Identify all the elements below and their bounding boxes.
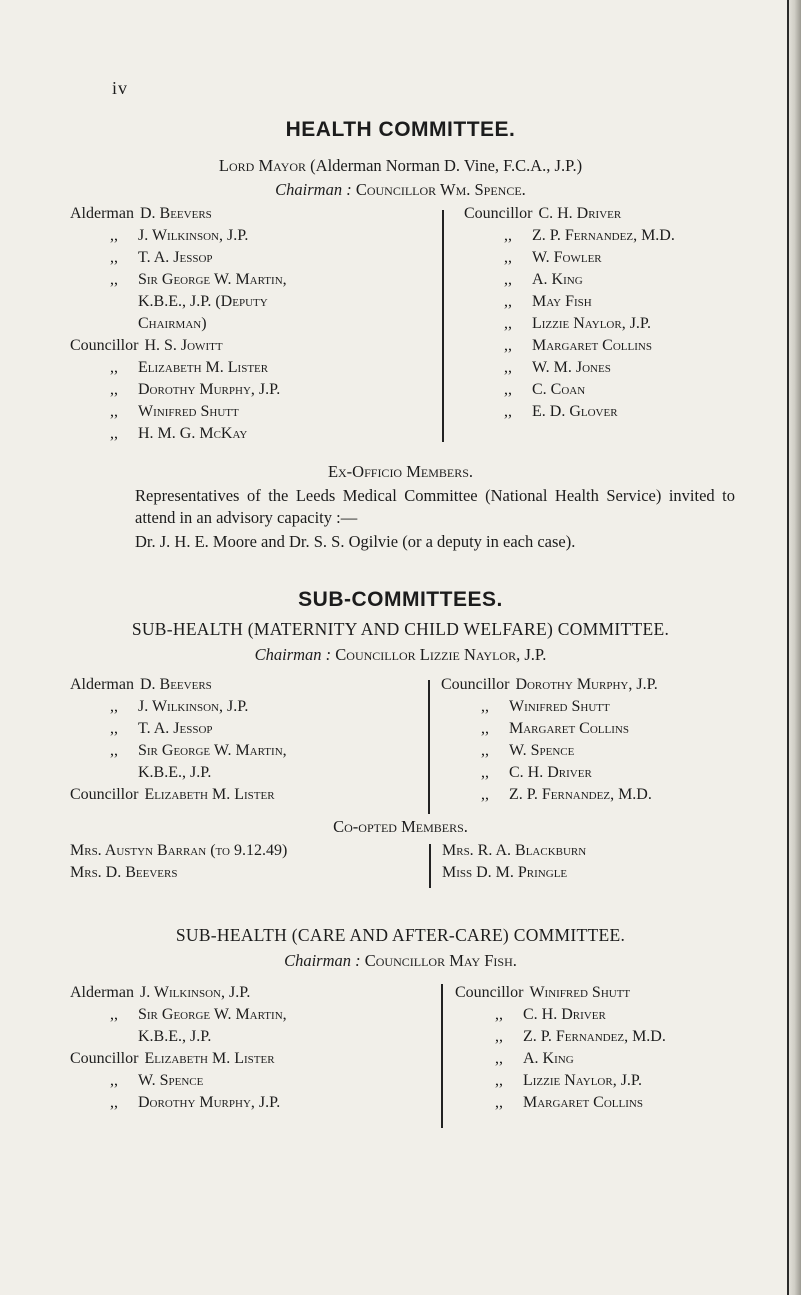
member-title: Councillor [464, 205, 533, 222]
member-row [70, 291, 287, 313]
member-row [70, 1048, 287, 1070]
ditto-mark: ,, [495, 1094, 503, 1111]
column-divider [429, 844, 431, 888]
member-name: W. M. Jones [532, 359, 611, 376]
member-row [70, 247, 287, 269]
column-divider [442, 210, 444, 442]
member-row [455, 1026, 666, 1048]
member-title: Councillor [70, 1050, 139, 1067]
member-row [441, 696, 658, 718]
member-name: J. Wilkinson, J.P. [138, 698, 249, 715]
member-name: Z. P. Fernandez, M.D. [509, 786, 652, 803]
lord-mayor-prefix: Lord Mayor [218, 156, 307, 175]
member-name: Sir George W. Martin, [138, 1006, 287, 1023]
ditto-mark: ,, [504, 359, 512, 376]
member-row [70, 269, 287, 291]
coopted-heading: Co-opted Members. [333, 817, 468, 836]
member-row [441, 762, 658, 784]
ditto-mark: ,, [481, 764, 489, 781]
coopted-member: Miss D. M. Pringle [442, 864, 568, 881]
ditto-mark: ,, [110, 227, 118, 244]
member-row [464, 357, 675, 379]
sub-committees-title: SUB-COMMITTEES. [298, 588, 503, 611]
ditto-mark: ,, [481, 786, 489, 803]
member-row [464, 401, 675, 423]
maternity-right-column [441, 674, 658, 806]
after-care-left-column [70, 982, 287, 1114]
ditto-mark: ,, [481, 720, 489, 737]
coopted-member: Mrs. D. Beevers [70, 864, 178, 881]
member-name: E. D. Glover [532, 403, 618, 420]
ditto-mark: ,, [110, 720, 118, 737]
member-name: A. King [523, 1050, 574, 1067]
member-name: C. Coan [532, 381, 586, 398]
member-row [70, 674, 287, 696]
ditto-mark: ,, [110, 249, 118, 266]
member-row [464, 225, 675, 247]
member-name: D. Beevers [139, 205, 212, 222]
ditto-mark: ,, [495, 1050, 503, 1067]
ditto-mark: ,, [110, 271, 118, 288]
member-name: Winifred Shutt [509, 698, 610, 715]
member-row [441, 674, 658, 696]
member-name: Lizzie Naylor, J.P. [532, 315, 652, 332]
ditto-mark: ,, [110, 742, 118, 759]
member-row [441, 784, 658, 806]
ditto-mark: ,, [110, 1072, 118, 1089]
member-row [455, 1048, 666, 1070]
member-name: W. Spence [509, 742, 575, 759]
page-number: iv [112, 78, 129, 98]
maternity-chairman-name: Councillor Lizzie Naylor, J.P. [331, 645, 547, 664]
member-row [70, 423, 287, 445]
maternity-committee-title: SUB-HEALTH (MATERNITY AND CHILD WELFARE) COMMITTEE. [131, 619, 670, 639]
member-title: Alderman [70, 984, 134, 1001]
member-name: Elizabeth M. Lister [144, 1050, 275, 1067]
after-care-chairman-line [0, 951, 801, 971]
ditto-mark: ,, [504, 315, 512, 332]
member-name: Sir George W. Martin, [138, 742, 287, 759]
coopted-right-column [442, 840, 586, 884]
member-name: J. Wilkinson, J.P. [138, 227, 249, 244]
after-care-right-column [455, 982, 666, 1114]
member-row [464, 203, 675, 225]
member-row [464, 335, 675, 357]
member-row [455, 982, 666, 1004]
ditto-mark: ,, [481, 698, 489, 715]
health-committee-left-column [70, 203, 287, 445]
member-name: Margaret Collins [509, 720, 629, 737]
member-name: W. Fowler [532, 249, 602, 266]
ditto-mark: ,, [504, 271, 512, 288]
member-row [70, 313, 287, 335]
member-name: K.B.E., J.P. [138, 764, 212, 781]
member-name: D. Beevers [139, 676, 212, 693]
member-name: Sir George W. Martin, [138, 271, 287, 288]
ditto-mark: ,, [110, 359, 118, 376]
member-name: K.B.E., J.P. [138, 1028, 212, 1045]
member-name: J. Wilkinson, J.P. [139, 984, 251, 1001]
coopted-member: Mrs. Austyn Barran (to 9.12.49) [70, 842, 288, 859]
member-title: Alderman [70, 205, 134, 222]
ditto-mark: ,, [504, 337, 512, 354]
ex-officio-representatives: Dr. J. H. E. Moore and Dr. S. S. Ogilvie (or a deputy in each case). [135, 532, 576, 551]
member-name: Winifred Shutt [138, 403, 239, 420]
member-row [70, 335, 287, 357]
member-name: Dorothy Murphy, J.P. [138, 381, 281, 398]
member-row [70, 357, 287, 379]
member-name: C. H. Driver [509, 764, 592, 781]
member-row [464, 379, 675, 401]
member-name: Margaret Collins [532, 337, 652, 354]
coopted-member: Mrs. R. A. Blackburn [442, 842, 587, 859]
lord-mayor-line [0, 156, 801, 176]
member-title: Councillor [70, 786, 139, 803]
member-title: Councillor [70, 337, 139, 354]
member-row [455, 1070, 666, 1092]
member-name: Margaret Collins [523, 1094, 643, 1111]
ditto-mark: ,, [110, 1094, 118, 1111]
lord-mayor-text: (Alderman Norman D. Vine, F.C.A., J.P.) [306, 156, 583, 175]
ditto-mark: ,, [504, 293, 512, 310]
member-name: Elizabeth M. Lister [144, 786, 275, 803]
member-row [455, 1092, 666, 1114]
ditto-mark: ,, [504, 403, 512, 420]
member-row [70, 379, 287, 401]
member-row [464, 247, 675, 269]
member-row [464, 269, 675, 291]
coopted-left-column [70, 840, 287, 884]
member-name: H. M. G. McKay [138, 425, 248, 442]
member-name: Z. P. Fernandez, M.D. [523, 1028, 666, 1045]
member-row [455, 1004, 666, 1026]
maternity-chairman-label: Chairman : [254, 645, 332, 664]
ditto-mark: ,, [110, 1006, 118, 1023]
member-row [70, 718, 287, 740]
ditto-mark: ,, [110, 381, 118, 398]
after-care-committee-title: SUB-HEALTH (CARE AND AFTER-CARE) COMMITTEE. [175, 925, 626, 945]
member-row [441, 740, 658, 762]
member-name: A. King [532, 271, 583, 288]
member-name: May Fish [532, 293, 592, 310]
member-row [70, 225, 287, 247]
member-name: Lizzie Naylor, J.P. [523, 1072, 643, 1089]
ditto-mark: ,, [504, 381, 512, 398]
member-name: Dorothy Murphy, J.P. [515, 676, 658, 693]
health-committee-right-column [464, 203, 675, 423]
member-name: T. A. Jessop [138, 249, 213, 266]
member-name: W. Spence [138, 1072, 204, 1089]
column-divider [428, 680, 430, 814]
member-row [70, 696, 287, 718]
member-row [464, 313, 675, 335]
ex-officio-paragraph: Representatives of the Leeds Medical Committee (National Health Service) invited to attend in an advisory capacity :— [135, 486, 735, 527]
member-name: Elizabeth M. Lister [138, 359, 269, 376]
chairman-label: Chairman : [275, 180, 352, 199]
member-name: Dorothy Murphy, J.P. [138, 1094, 281, 1111]
member-row [70, 740, 287, 762]
member-name: H. S. Jowitt [144, 337, 223, 354]
page-title: HEALTH COMMITTEE. [285, 118, 516, 141]
member-name: K.B.E., J.P. (Deputy [138, 293, 268, 310]
member-row [70, 1026, 287, 1048]
column-divider [441, 984, 443, 1128]
maternity-chairman-line [0, 645, 801, 665]
member-title: Alderman [70, 676, 134, 693]
after-care-chairman-name: Councillor May Fish. [360, 951, 517, 970]
member-row [70, 784, 287, 806]
member-name: Winifred Shutt [529, 984, 631, 1001]
member-row [441, 718, 658, 740]
chairman-line [0, 180, 801, 200]
maternity-left-column [70, 674, 287, 806]
member-row [70, 203, 287, 225]
member-name: T. A. Jessop [138, 720, 213, 737]
chairman-name: Councillor Wm. Spence. [351, 180, 526, 199]
ditto-mark: ,, [495, 1072, 503, 1089]
member-name: C. H. Driver [523, 1006, 606, 1023]
ditto-mark: ,, [495, 1006, 503, 1023]
member-row [70, 982, 287, 1004]
member-row [70, 762, 287, 784]
ditto-mark: ,, [504, 249, 512, 266]
ditto-mark: ,, [504, 227, 512, 244]
ditto-mark: ,, [495, 1028, 503, 1045]
member-row [70, 1004, 287, 1026]
member-title: Councillor [441, 676, 510, 693]
member-title: Councillor [455, 984, 524, 1001]
ditto-mark: ,, [481, 742, 489, 759]
ditto-mark: ,, [110, 403, 118, 420]
member-name: C. H. Driver [538, 205, 622, 222]
ditto-mark: ,, [110, 698, 118, 715]
member-row [70, 1092, 287, 1114]
ditto-mark: ,, [110, 425, 118, 442]
after-care-chairman-label: Chairman : [284, 951, 361, 970]
member-row [464, 291, 675, 313]
ex-officio-heading: Ex-Officio Members. [327, 462, 474, 481]
member-name: Z. P. Fernandez, M.D. [532, 227, 675, 244]
member-row [70, 401, 287, 423]
member-name: Chairman) [138, 315, 207, 332]
member-row [70, 1070, 287, 1092]
